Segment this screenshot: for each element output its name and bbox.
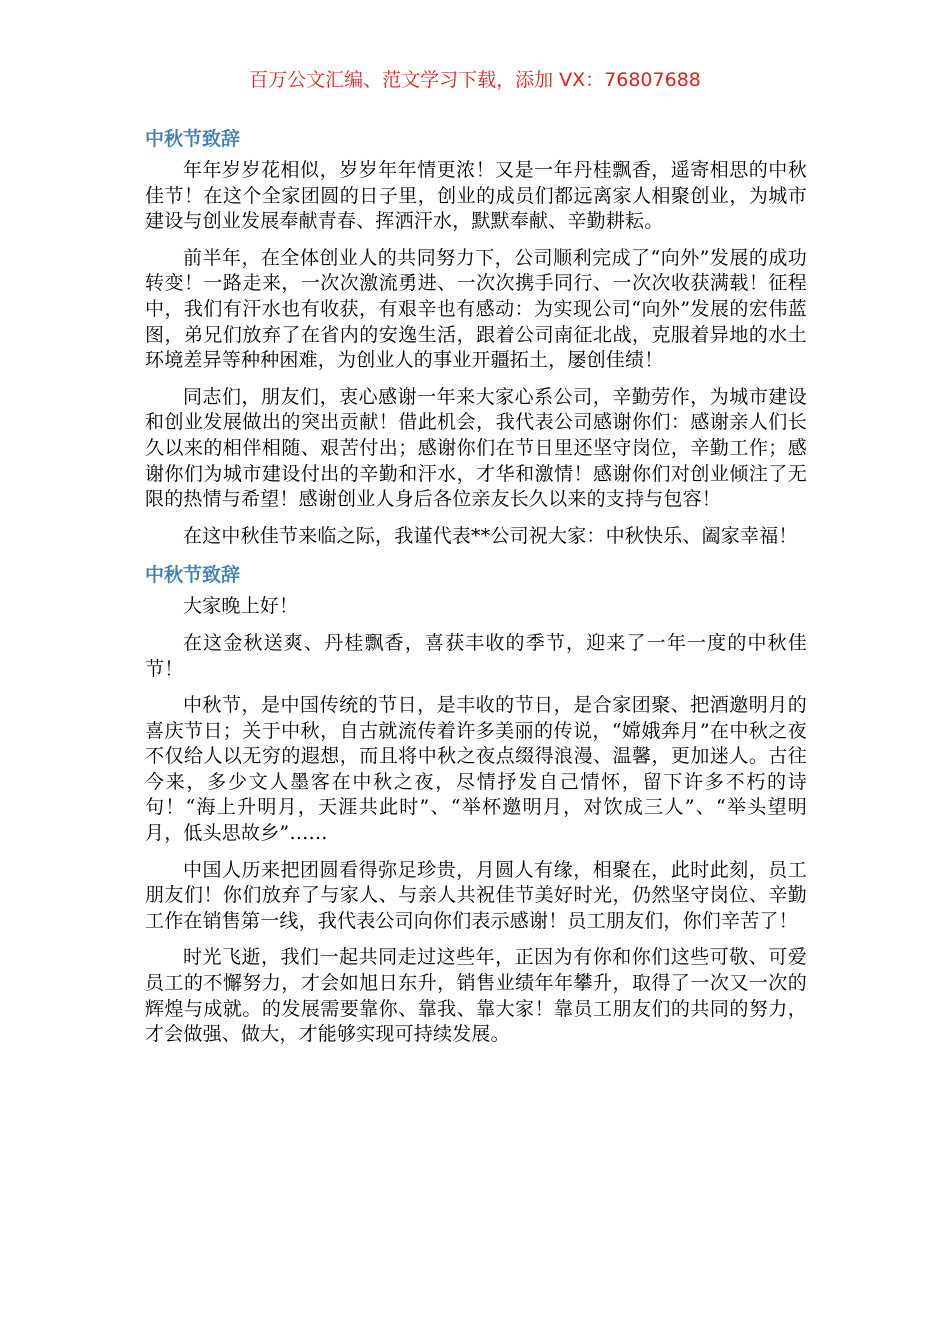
paragraph: 同志们，朋友们，衷心感谢一年来大家心系公司，辛勤劳作，为城市建设和创业发展做出的突出贡献！借此机会，我代表公司感谢你们：感谢亲人们长久以来的相伴相随、艰苦付出；感谢你们在节日里还坚守岗位，辛勤工作；感谢你们为城市建设付出的辛勤和汗水，才华和激情！感谢你们对创业倾注了无限的热情与希望！感谢创业人身后各位亲友长久以来的支持与包容！: [145, 385, 807, 511]
section-title: 中秋节致辞: [145, 128, 241, 150]
paragraph: 时光飞逝，我们一起共同走过这些年，正因为有你和你们这些可敬、可爱员工的不懈努力，才会如旭日东升，销售业绩年年攀升，取得了一次又一次的辉煌与成就。的发展需要靠你、靠我、靠大家！靠员工朋友们的共同的努力，才会做强、做大，才能够实现可持续发展。: [145, 946, 807, 1046]
paragraph: 大家晚上好！: [183, 595, 299, 618]
paragraph: 前半年，在全体创业人的共同努力下，公司顺利完成了“向外”发展的成功转变！一路走来，一次次激流勇进、一次次携手同行、一次次收获满载！征程中，我们有汗水也有收获，有艰辛也有感动：为实现公司“向外”发展的宏伟蓝图，弟兄们放弃了在省内的安逸生活，跟着公司南征北战，克服着异地的水土环境差异等种种困难，为创业人的事业开疆拓土，屡创佳绩！: [145, 246, 807, 372]
paragraph: 在这金秋送爽、丹桂飘香，喜获丰收的季节，迎来了一年一度的中秋佳节！: [145, 631, 807, 680]
section-1: [145, 124, 807, 549]
paragraph: 中国人历来把团圆看得弥足珍贵，月圆人有缘，相聚在，此时此刻，员工朋友们！你们放弃了与家人、与亲人共祝佳节美好时光，仍然坚守岗位、辛勤工作在销售第一线，我代表公司向你们表示感谢！员工朋友们，你们辛苦了！: [145, 858, 807, 932]
document-body: [145, 124, 807, 1059]
paragraph: 在这中秋佳节来临之际，我谨代表**公司祝大家：中秋快乐、阖家幸福！: [183, 524, 798, 547]
header-banner: 百万公文汇编、范文学习下载，添加 VX：76807688: [249, 69, 701, 91]
paragraph: 中秋节，是中国传统的节日，是丰收的节日，是合家团聚、把酒邀明月的喜庆节日；关于中秋，自古就流传着许多美丽的传说，“嫦娥奔月”在中秋之夜不仅给人以无穷的遐想，而且将中秋之夜点缀得浪漫、温馨，更加迷人。古往今来，多少文人墨客在中秋之夜，尽情抒发自己情怀，留下许多不朽的诗句！“海上升明月，天涯共此时”、“举杯邀明月，对饮成三人”、“举头望明月，低头思故乡”……: [145, 694, 807, 845]
paragraph: 年年岁岁花相似，岁岁年年情更浓！又是一年丹桂飘香，遥寄相思的中秋佳节！在这个全家团圆的日子里，创业的成员们都远离家人相聚创业，为城市建设与创业发展奉献青春、挥洒汗水，默默奉献、辛勤耕耘。: [145, 159, 807, 233]
section-title: 中秋节致辞: [145, 564, 241, 587]
section-2: [145, 560, 807, 1048]
